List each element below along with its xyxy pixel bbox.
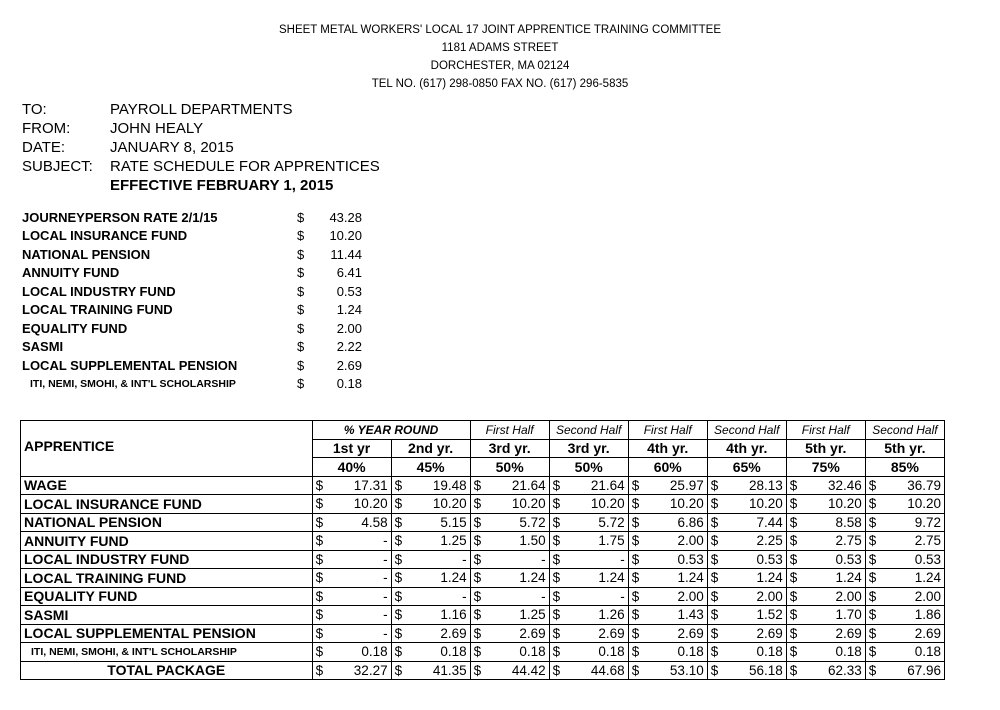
currency-sign: $: [707, 513, 728, 532]
cell-value: 2.00: [649, 532, 707, 551]
cell-value: 10.20: [570, 495, 628, 514]
rate-currency: $: [297, 283, 305, 299]
cell-value: 7.44: [728, 513, 786, 532]
rate-value: 11.44: [330, 246, 362, 262]
currency-sign: $: [786, 513, 807, 532]
memo-block: [22, 100, 380, 195]
row-label: LOCAL TRAINING FUND: [21, 569, 313, 588]
to-value: PAYROLL DEPARTMENTS: [110, 101, 293, 118]
cell-value: -: [333, 569, 391, 588]
cell-value: 0.53: [807, 550, 865, 569]
currency-sign: $: [470, 532, 491, 551]
currency-sign: $: [470, 569, 491, 588]
half-header: Second Half: [549, 421, 628, 440]
currency-sign: $: [549, 606, 570, 625]
rate-name: ANNUITY FUND: [22, 265, 120, 281]
cell-value: 1.86: [886, 606, 944, 625]
row-label: LOCAL INSURANCE FUND: [21, 495, 313, 514]
table-row: [21, 550, 945, 569]
cell-value: -: [333, 587, 391, 606]
currency-sign: $: [391, 532, 412, 551]
year-header: 4th yr.: [628, 439, 707, 458]
currency-sign: $: [549, 569, 570, 588]
currency-sign: $: [628, 587, 649, 606]
currency-sign: $: [391, 643, 412, 662]
cell-value: 0.18: [886, 643, 944, 662]
subject-label: SUBJECT:: [22, 158, 93, 175]
journeyperson-rates: [22, 208, 362, 393]
table-row: [21, 532, 945, 551]
cell-value: 10.20: [491, 495, 549, 514]
currency-sign: $: [391, 513, 412, 532]
rate-name: EQUALITY FUND: [22, 320, 128, 336]
cell-value: 36.79: [886, 476, 944, 495]
rate-row: [22, 208, 362, 227]
rate-value: 0.53: [336, 283, 362, 299]
currency-sign: $: [865, 532, 886, 551]
cell-value: 19.48: [412, 476, 470, 495]
currency-sign: $: [470, 587, 491, 606]
currency-sign: $: [707, 569, 728, 588]
currency-sign: $: [549, 495, 570, 514]
currency-sign: $: [628, 550, 649, 569]
cell-value: 0.18: [649, 643, 707, 662]
currency-sign: $: [312, 532, 333, 551]
subject-value: RATE SCHEDULE FOR APPRENTICES: [110, 158, 380, 175]
rate-row: [22, 356, 362, 375]
cell-value: -: [491, 587, 549, 606]
currency-sign: $: [549, 550, 570, 569]
cell-value: 0.18: [491, 643, 549, 662]
row-label: WAGE: [21, 476, 313, 495]
cell-value: 2.69: [807, 624, 865, 643]
currency-sign: $: [786, 550, 807, 569]
currency-sign: $: [391, 624, 412, 643]
currency-sign: $: [628, 624, 649, 643]
currency-sign: $: [628, 513, 649, 532]
currency-sign: $: [312, 624, 333, 643]
currency-sign: $: [391, 495, 412, 514]
cell-value: 0.18: [728, 643, 786, 662]
rate-row: [22, 319, 362, 338]
currency-sign: $: [865, 587, 886, 606]
currency-sign: $: [786, 587, 807, 606]
cell-value: 1.24: [728, 569, 786, 588]
cell-value: 2.69: [570, 624, 628, 643]
cell-value: 17.31: [333, 476, 391, 495]
cell-value: -: [412, 587, 470, 606]
percent-header: 45%: [391, 458, 470, 477]
currency-sign: $: [786, 476, 807, 495]
cell-value: 10.20: [886, 495, 944, 514]
from-value: JOHN HEALY: [110, 120, 204, 137]
cell-value: 2.69: [886, 624, 944, 643]
percent-header: 60%: [628, 458, 707, 477]
cell-value: 0.18: [807, 643, 865, 662]
currency-sign: $: [628, 661, 649, 680]
currency-sign: $: [707, 624, 728, 643]
currency-sign: $: [865, 569, 886, 588]
currency-sign: $: [628, 606, 649, 625]
rate-name: ITI, NEMI, SMOHI, & INT'L SCHOLARSHIP: [30, 377, 236, 390]
table-row: [21, 606, 945, 625]
letterhead-street: 1181 ADAMS STREET: [441, 42, 559, 54]
half-header: Second Half: [865, 421, 944, 440]
currency-sign: $: [865, 606, 886, 625]
cell-value: 1.50: [491, 532, 549, 551]
date-label: DATE:: [22, 139, 66, 156]
apprentice-header-label: APPRENTICE: [21, 421, 313, 477]
cell-value: 0.53: [649, 550, 707, 569]
currency-sign: $: [707, 550, 728, 569]
currency-sign: $: [312, 606, 333, 625]
cell-value: 21.64: [570, 476, 628, 495]
currency-sign: $: [707, 532, 728, 551]
cell-value: -: [333, 550, 391, 569]
percent-header: 65%: [707, 458, 786, 477]
cell-value: 21.64: [491, 476, 549, 495]
year-header: 2nd yr.: [391, 439, 470, 458]
currency-sign: $: [312, 643, 333, 662]
row-label: LOCAL SUPPLEMENTAL PENSION: [21, 624, 313, 643]
year-header: 5th yr.: [786, 439, 865, 458]
cell-value: 2.75: [886, 532, 944, 551]
total-value: 56.18: [728, 661, 786, 680]
currency-sign: $: [707, 661, 728, 680]
currency-sign: $: [707, 606, 728, 625]
rate-currency: $: [297, 228, 305, 244]
total-value: 53.10: [649, 661, 707, 680]
currency-sign: $: [707, 587, 728, 606]
currency-sign: $: [865, 624, 886, 643]
rate-row: [22, 264, 362, 283]
currency-sign: $: [628, 476, 649, 495]
cell-value: 5.72: [491, 513, 549, 532]
currency-sign: $: [549, 643, 570, 662]
currency-sign: $: [549, 661, 570, 680]
cell-value: 0.18: [570, 643, 628, 662]
cell-value: 1.25: [412, 532, 470, 551]
cell-value: 2.69: [491, 624, 549, 643]
cell-value: 2.69: [649, 624, 707, 643]
currency-sign: $: [628, 532, 649, 551]
rate-currency: $: [297, 320, 305, 336]
rate-currency: $: [297, 209, 305, 225]
percent-header: 50%: [549, 458, 628, 477]
row-label: ITI, NEMI, SMOHI, & INT'L SCHOLARSHIP: [21, 643, 313, 662]
cell-value: -: [333, 606, 391, 625]
cell-value: -: [333, 532, 391, 551]
rate-row: [22, 375, 362, 394]
rate-row: [22, 282, 362, 301]
currency-sign: $: [707, 476, 728, 495]
currency-sign: $: [865, 513, 886, 532]
cell-value: 25.97: [649, 476, 707, 495]
cell-value: 1.70: [807, 606, 865, 625]
letterhead-org: SHEET METAL WORKERS' LOCAL 17 JOINT APPRENTICE TRAINING COMMITTEE: [278, 24, 722, 36]
cell-value: 1.75: [570, 532, 628, 551]
currency-sign: $: [549, 587, 570, 606]
cell-value: -: [412, 550, 470, 569]
cell-value: 10.20: [333, 495, 391, 514]
cell-value: 2.00: [807, 587, 865, 606]
half-header: First Half: [470, 421, 549, 440]
rate-value: 2.69: [336, 357, 362, 373]
currency-sign: $: [865, 550, 886, 569]
currency-sign: $: [312, 569, 333, 588]
to-label: TO:: [22, 101, 47, 118]
table-row: [21, 513, 945, 532]
rate-value: 43.28: [329, 209, 362, 225]
cell-value: 1.24: [570, 569, 628, 588]
year-header: 1st yr: [312, 439, 391, 458]
rate-currency: $: [297, 302, 305, 318]
rate-name: SASMI: [22, 339, 64, 355]
cell-value: 32.46: [807, 476, 865, 495]
cell-value: 0.53: [728, 550, 786, 569]
currency-sign: $: [786, 661, 807, 680]
cell-value: 5.72: [570, 513, 628, 532]
currency-sign: $: [707, 643, 728, 662]
cell-value: 2.00: [728, 587, 786, 606]
currency-sign: $: [391, 587, 412, 606]
row-label: ANNUITY FUND: [21, 532, 313, 551]
currency-sign: $: [549, 513, 570, 532]
currency-sign: $: [786, 532, 807, 551]
cell-value: 0.18: [412, 643, 470, 662]
half-header: First Half: [628, 421, 707, 440]
cell-value: 0.53: [886, 550, 944, 569]
year-header: 3rd yr.: [549, 439, 628, 458]
currency-sign: $: [628, 643, 649, 662]
rate-row: [22, 227, 362, 246]
rate-value: 2.00: [336, 320, 362, 336]
percent-header: 40%: [312, 458, 391, 477]
rate-name: LOCAL SUPPLEMENTAL PENSION: [22, 357, 238, 373]
cell-value: 1.43: [649, 606, 707, 625]
cell-value: 10.20: [412, 495, 470, 514]
total-label: TOTAL PACKAGE: [21, 661, 313, 680]
currency-sign: $: [312, 476, 333, 495]
currency-sign: $: [470, 624, 491, 643]
currency-sign: $: [549, 532, 570, 551]
date-value: JANUARY 8, 2015: [110, 139, 234, 156]
total-value: 44.42: [491, 661, 549, 680]
currency-sign: $: [865, 476, 886, 495]
cell-value: 8.58: [807, 513, 865, 532]
currency-sign: $: [391, 569, 412, 588]
currency-sign: $: [865, 643, 886, 662]
cell-value: 1.16: [412, 606, 470, 625]
cell-value: 1.26: [570, 606, 628, 625]
year-header: 4th yr.: [707, 439, 786, 458]
cell-value: 5.15: [412, 513, 470, 532]
currency-sign: $: [549, 476, 570, 495]
rate-name: NATIONAL PENSION: [22, 246, 151, 262]
total-value: 67.96: [886, 661, 944, 680]
cell-value: 2.00: [886, 587, 944, 606]
percent-header: 75%: [786, 458, 865, 477]
table-row: [21, 643, 945, 662]
cell-value: 10.20: [728, 495, 786, 514]
letterhead-phone: TEL NO. (617) 298-0850 FAX NO. (617) 296-5835: [371, 78, 629, 90]
currency-sign: $: [391, 661, 412, 680]
currency-sign: $: [312, 661, 333, 680]
total-value: 41.35: [412, 661, 470, 680]
cell-value: 1.24: [807, 569, 865, 588]
row-label: NATIONAL PENSION: [21, 513, 313, 532]
rate-value: 6.41: [336, 265, 362, 281]
table-row: [21, 476, 945, 495]
rate-currency: $: [297, 246, 305, 262]
total-value: 32.27: [333, 661, 391, 680]
cell-value: -: [570, 587, 628, 606]
currency-sign: $: [470, 643, 491, 662]
rate-name: LOCAL INSURANCE FUND: [22, 228, 188, 244]
currency-sign: $: [470, 606, 491, 625]
rate-value: 10.20: [329, 228, 362, 244]
rate-currency: $: [297, 357, 305, 373]
cell-value: 4.58: [333, 513, 391, 532]
year-round-header: % YEAR ROUND: [312, 421, 470, 440]
cell-value: -: [570, 550, 628, 569]
currency-sign: $: [549, 624, 570, 643]
cell-value: 10.20: [807, 495, 865, 514]
currency-sign: $: [628, 569, 649, 588]
total-row: [21, 661, 945, 680]
year-header: 5th yr.: [865, 439, 944, 458]
currency-sign: $: [391, 476, 412, 495]
currency-sign: $: [391, 550, 412, 569]
cell-value: 2.69: [728, 624, 786, 643]
rate-value: 2.22: [336, 339, 362, 355]
table-row: [21, 569, 945, 588]
percent-header: 85%: [865, 458, 944, 477]
table-row: [21, 587, 945, 606]
currency-sign: $: [470, 661, 491, 680]
currency-sign: $: [786, 606, 807, 625]
rate-row: [22, 245, 362, 264]
half-header: Second Half: [707, 421, 786, 440]
cell-value: 9.72: [886, 513, 944, 532]
total-value: 62.33: [807, 661, 865, 680]
rate-name: LOCAL INDUSTRY FUND: [22, 283, 176, 299]
cell-value: 1.24: [649, 569, 707, 588]
row-label: SASMI: [21, 606, 313, 625]
currency-sign: $: [786, 624, 807, 643]
cell-value: -: [333, 624, 391, 643]
currency-sign: $: [786, 643, 807, 662]
cell-value: 2.25: [728, 532, 786, 551]
cell-value: 1.24: [886, 569, 944, 588]
currency-sign: $: [312, 550, 333, 569]
currency-sign: $: [865, 661, 886, 680]
effective-date: EFFECTIVE FEBRUARY 1, 2015: [110, 177, 334, 194]
rate-currency: $: [297, 265, 305, 281]
currency-sign: $: [470, 476, 491, 495]
year-header: 3rd yr.: [470, 439, 549, 458]
cell-value: 2.75: [807, 532, 865, 551]
currency-sign: $: [786, 495, 807, 514]
currency-sign: $: [786, 569, 807, 588]
rate-value: 1.24: [336, 302, 362, 318]
from-label: FROM:: [22, 120, 71, 137]
row-label: LOCAL INDUSTRY FUND: [21, 550, 313, 569]
currency-sign: $: [312, 587, 333, 606]
rate-row: [22, 338, 362, 357]
rate-row: [22, 301, 362, 320]
header-row-halves: [21, 421, 945, 440]
half-header: First Half: [786, 421, 865, 440]
currency-sign: $: [628, 495, 649, 514]
currency-sign: $: [470, 513, 491, 532]
rate-name: LOCAL TRAINING FUND: [22, 302, 173, 318]
table-row: [21, 495, 945, 514]
currency-sign: $: [391, 606, 412, 625]
cell-value: 2.00: [649, 587, 707, 606]
total-value: 44.68: [570, 661, 628, 680]
currency-sign: $: [865, 495, 886, 514]
currency-sign: $: [470, 550, 491, 569]
currency-sign: $: [312, 513, 333, 532]
currency-sign: $: [470, 495, 491, 514]
rate-value: 0.18: [336, 376, 362, 392]
rate-currency: $: [297, 339, 305, 355]
rate-name: JOURNEYPERSON RATE 2/1/15: [22, 209, 218, 225]
letterhead-city: DORCHESTER, MA 02124: [430, 60, 570, 72]
row-label: EQUALITY FUND: [21, 587, 313, 606]
currency-sign: $: [707, 495, 728, 514]
cell-value: 1.24: [491, 569, 549, 588]
cell-value: 0.18: [333, 643, 391, 662]
cell-value: 28.13: [728, 476, 786, 495]
apprentice-rate-table: [20, 420, 945, 680]
rate-currency: $: [297, 376, 305, 392]
table-row: [21, 624, 945, 643]
cell-value: 6.86: [649, 513, 707, 532]
cell-value: 2.69: [412, 624, 470, 643]
cell-value: -: [491, 550, 549, 569]
cell-value: 1.25: [491, 606, 549, 625]
cell-value: 1.52: [728, 606, 786, 625]
cell-value: 1.24: [412, 569, 470, 588]
cell-value: 10.20: [649, 495, 707, 514]
percent-header: 50%: [470, 458, 549, 477]
currency-sign: $: [312, 495, 333, 514]
